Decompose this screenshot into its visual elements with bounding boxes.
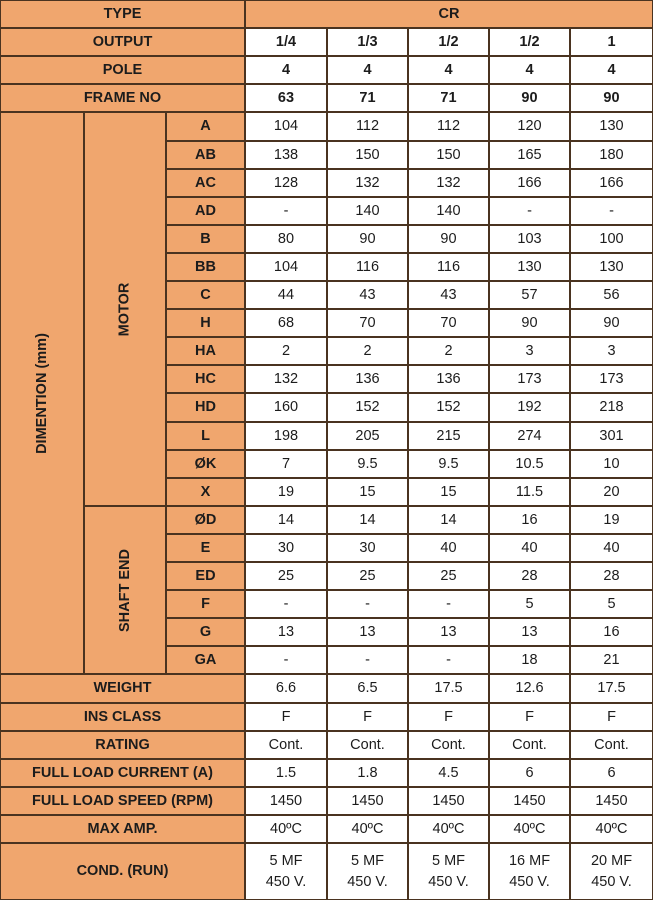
motor-dim-value: 150	[327, 141, 408, 169]
weight-value: 6.6	[245, 674, 327, 703]
motor-dim-value: 19	[245, 478, 327, 506]
motor-dim-value: 7	[245, 450, 327, 478]
motor-dim-value: 136	[327, 365, 408, 393]
shaft-end-label-text: SHAFT END	[116, 548, 133, 632]
dimension-group-label	[0, 112, 84, 674]
shaft-dim-label: ED	[166, 562, 245, 590]
cond-run-value	[489, 843, 570, 900]
pole-value: 4	[570, 56, 653, 84]
motor-dim-value: 152	[408, 393, 489, 422]
motor-dim-value: 2	[408, 337, 489, 365]
shaft-dim-value: 30	[327, 534, 408, 562]
motor-dim-value: 20	[570, 478, 653, 506]
motor-dim-value: 9.5	[408, 450, 489, 478]
output-label: OUTPUT	[0, 28, 245, 56]
full-load-current-a-value: 6	[570, 759, 653, 787]
capacitance-text: 5 MF	[431, 852, 466, 869]
motor-dim-value: 112	[408, 112, 489, 141]
voltage-text: 450 V.	[428, 873, 469, 890]
frame-no-value: 71	[408, 84, 489, 112]
shaft-dim-value: 25	[327, 562, 408, 590]
motor-dim-value: 205	[327, 422, 408, 450]
motor-dim-label: L	[166, 422, 245, 450]
motor-dim-label: AC	[166, 169, 245, 197]
max-amp-value: 40ºC	[245, 815, 327, 843]
motor-dim-value: 9.5	[327, 450, 408, 478]
pole-label: POLE	[0, 56, 245, 84]
ins-class-value: F	[245, 703, 327, 731]
rating-value: Cont.	[489, 731, 570, 759]
shaft-dim-value: 30	[245, 534, 327, 562]
frame-no-value: 90	[489, 84, 570, 112]
shaft-dim-value: 5	[489, 590, 570, 618]
shaft-dim-value: 28	[489, 562, 570, 590]
shaft-dim-value: -	[327, 590, 408, 618]
motor-dim-value: 165	[489, 141, 570, 169]
capacitance-text: 5 MF	[269, 852, 303, 869]
motor-dim-value: 132	[245, 365, 327, 393]
capacitance-text: 5 MF	[350, 852, 385, 869]
full-load-speed-rpm-value: 1450	[408, 787, 489, 815]
frame-no-label: FRAME NO	[0, 84, 245, 112]
voltage-text: 450 V.	[265, 873, 307, 890]
pole-value: 4	[489, 56, 570, 84]
motor-dim-label: HA	[166, 337, 245, 365]
full-load-current-a-value: 4.5	[408, 759, 489, 787]
motor-dim-value: 68	[245, 309, 327, 337]
motor-dim-value: 104	[245, 253, 327, 281]
motor-dim-value: 218	[570, 393, 653, 422]
motor-dim-value: 70	[408, 309, 489, 337]
shaft-dim-value: 14	[245, 506, 327, 534]
shaft-dim-value: 21	[570, 646, 653, 674]
ins-class-value: F	[408, 703, 489, 731]
motor-dim-value: 130	[570, 112, 653, 141]
capacitance-text: 20 MF	[590, 852, 633, 869]
ins-class-value: F	[570, 703, 653, 731]
shaft-dim-value: -	[327, 646, 408, 674]
shaft-dim-value: 13	[408, 618, 489, 646]
motor-dim-value: 274	[489, 422, 570, 450]
max-amp-value: 40ºC	[489, 815, 570, 843]
shaft-dim-value: 13	[245, 618, 327, 646]
weight-value: 6.5	[327, 674, 408, 703]
motor-dim-value: 90	[489, 309, 570, 337]
shaft-dim-value: -	[408, 590, 489, 618]
motor-dim-label: BB	[166, 253, 245, 281]
shaft-dim-value: 28	[570, 562, 653, 590]
cond-run-label: COND. (RUN)	[0, 843, 245, 900]
motor-dim-label: AB	[166, 141, 245, 169]
motor-dim-value: 10	[570, 450, 653, 478]
motor-dim-value: 130	[570, 253, 653, 281]
pole-value: 4	[408, 56, 489, 84]
motor-dim-label: H	[166, 309, 245, 337]
full-load-current-a-value: 1.8	[327, 759, 408, 787]
shaft-dim-label: G	[166, 618, 245, 646]
shaft-dim-label: F	[166, 590, 245, 618]
motor-dim-value: 160	[245, 393, 327, 422]
shaft-dim-value: 19	[570, 506, 653, 534]
motor-dim-value: 140	[327, 197, 408, 225]
motor-dim-value: 70	[327, 309, 408, 337]
output-value: 1	[570, 28, 653, 56]
shaft-dim-value: -	[408, 646, 489, 674]
cond-run-value	[245, 843, 327, 900]
max-amp-value: 40ºC	[327, 815, 408, 843]
frame-no-value: 90	[570, 84, 653, 112]
motor-dim-value: 15	[408, 478, 489, 506]
motor-dim-value: 57	[489, 281, 570, 309]
motor-dim-label: A	[166, 112, 245, 141]
shaft-dim-value: 25	[408, 562, 489, 590]
motor-dim-value: 132	[327, 169, 408, 197]
motor-dim-value: 103	[489, 225, 570, 253]
shaft-end-group-label	[84, 506, 166, 674]
weight-value: 12.6	[489, 674, 570, 703]
output-value: 1/2	[408, 28, 489, 56]
motor-label-text: MOTOR	[116, 282, 133, 336]
shaft-dim-value: 40	[408, 534, 489, 562]
motor-dim-value: -	[245, 197, 327, 225]
motor-dim-label: HC	[166, 365, 245, 393]
motor-dim-value: -	[570, 197, 653, 225]
shaft-dim-label: GA	[166, 646, 245, 674]
full-load-current-a-value: 6	[489, 759, 570, 787]
shaft-dim-value: -	[245, 646, 327, 674]
shaft-dim-value: 14	[327, 506, 408, 534]
voltage-text: 450 V.	[347, 873, 388, 890]
motor-dim-value: 10.5	[489, 450, 570, 478]
motor-dim-value: 3	[570, 337, 653, 365]
cond-run-value	[327, 843, 408, 900]
shaft-dim-value: 13	[489, 618, 570, 646]
shaft-dim-value: 25	[245, 562, 327, 590]
motor-dim-value: 198	[245, 422, 327, 450]
motor-dim-value: 56	[570, 281, 653, 309]
motor-dim-value: 3	[489, 337, 570, 365]
shaft-dim-label: ØD	[166, 506, 245, 534]
output-value: 1/2	[489, 28, 570, 56]
weight-value: 17.5	[408, 674, 489, 703]
motor-dim-value: 132	[408, 169, 489, 197]
voltage-text: 450 V.	[591, 873, 632, 890]
max-amp-value: 40ºC	[408, 815, 489, 843]
motor-dim-value: 152	[327, 393, 408, 422]
motor-group-label	[84, 112, 166, 506]
motor-dim-value: 80	[245, 225, 327, 253]
output-value: 1/4	[245, 28, 327, 56]
motor-dim-value: 140	[408, 197, 489, 225]
motor-dim-value: 43	[327, 281, 408, 309]
motor-dim-label: ØK	[166, 450, 245, 478]
motor-dim-value: 112	[327, 112, 408, 141]
frame-no-value: 71	[327, 84, 408, 112]
shaft-dim-value: 13	[327, 618, 408, 646]
motor-dim-label: HD	[166, 393, 245, 422]
motor-dim-value: 90	[570, 309, 653, 337]
ins-class-label: INS CLASS	[0, 703, 245, 731]
motor-dim-value: 180	[570, 141, 653, 169]
type-label: TYPE	[0, 0, 245, 28]
max-amp-value: 40ºC	[570, 815, 653, 843]
shaft-dim-value: -	[245, 590, 327, 618]
motor-dim-value: 15	[327, 478, 408, 506]
motor-dim-value: 138	[245, 141, 327, 169]
type-value: CR	[245, 0, 653, 28]
pole-value: 4	[327, 56, 408, 84]
motor-dim-value: 166	[570, 169, 653, 197]
rating-value: Cont.	[245, 731, 327, 759]
motor-dim-value: 104	[245, 112, 327, 141]
voltage-text: 450 V.	[509, 873, 550, 890]
motor-dim-value: 136	[408, 365, 489, 393]
full-load-current-a-label: FULL LOAD CURRENT (A)	[0, 759, 245, 787]
full-load-current-a-value: 1.5	[245, 759, 327, 787]
motor-dim-value: 173	[489, 365, 570, 393]
motor-dim-label: X	[166, 478, 245, 506]
full-load-speed-rpm-label: FULL LOAD SPEED (RPM)	[0, 787, 245, 815]
motor-dim-value: 90	[408, 225, 489, 253]
shaft-dim-value: 14	[408, 506, 489, 534]
motor-dim-value: 2	[245, 337, 327, 365]
motor-dim-value: 166	[489, 169, 570, 197]
shaft-dim-value: 5	[570, 590, 653, 618]
motor-dim-value: 130	[489, 253, 570, 281]
motor-dim-label: B	[166, 225, 245, 253]
motor-dim-value: 192	[489, 393, 570, 422]
motor-dim-label: C	[166, 281, 245, 309]
motor-dim-value: 150	[408, 141, 489, 169]
shaft-dim-value: 16	[489, 506, 570, 534]
output-value: 1/3	[327, 28, 408, 56]
full-load-speed-rpm-value: 1450	[570, 787, 653, 815]
motor-dim-value: 116	[408, 253, 489, 281]
motor-dim-value: 90	[327, 225, 408, 253]
ins-class-value: F	[327, 703, 408, 731]
cond-run-value	[570, 843, 653, 900]
capacitance-text: 16 MF	[508, 852, 551, 869]
full-load-speed-rpm-value: 1450	[327, 787, 408, 815]
shaft-dim-value: 16	[570, 618, 653, 646]
weight-value: 17.5	[570, 674, 653, 703]
motor-dim-value: 215	[408, 422, 489, 450]
weight-label: WEIGHT	[0, 674, 245, 703]
rating-value: Cont.	[327, 731, 408, 759]
rating-value: Cont.	[570, 731, 653, 759]
dimension-label-text: DIMENTION (mm)	[33, 332, 50, 454]
motor-dim-label: AD	[166, 197, 245, 225]
full-load-speed-rpm-value: 1450	[489, 787, 570, 815]
motor-dim-value: 2	[327, 337, 408, 365]
motor-dim-value: 44	[245, 281, 327, 309]
rating-label: RATING	[0, 731, 245, 759]
full-load-speed-rpm-value: 1450	[245, 787, 327, 815]
motor-dim-value: 301	[570, 422, 653, 450]
rating-value: Cont.	[408, 731, 489, 759]
frame-no-value: 63	[245, 84, 327, 112]
shaft-dim-value: 18	[489, 646, 570, 674]
cond-run-value	[408, 843, 489, 900]
motor-dim-value: 173	[570, 365, 653, 393]
motor-dim-value: 128	[245, 169, 327, 197]
motor-dim-value: 11.5	[489, 478, 570, 506]
shaft-dim-value: 40	[489, 534, 570, 562]
motor-dim-value: 120	[489, 112, 570, 141]
shaft-dim-value: 40	[570, 534, 653, 562]
shaft-dim-label: E	[166, 534, 245, 562]
motor-dim-value: -	[489, 197, 570, 225]
ins-class-value: F	[489, 703, 570, 731]
motor-dim-value: 100	[570, 225, 653, 253]
pole-value: 4	[245, 56, 327, 84]
motor-dim-value: 43	[408, 281, 489, 309]
motor-dim-value: 116	[327, 253, 408, 281]
max-amp-label: MAX AMP.	[0, 815, 245, 843]
